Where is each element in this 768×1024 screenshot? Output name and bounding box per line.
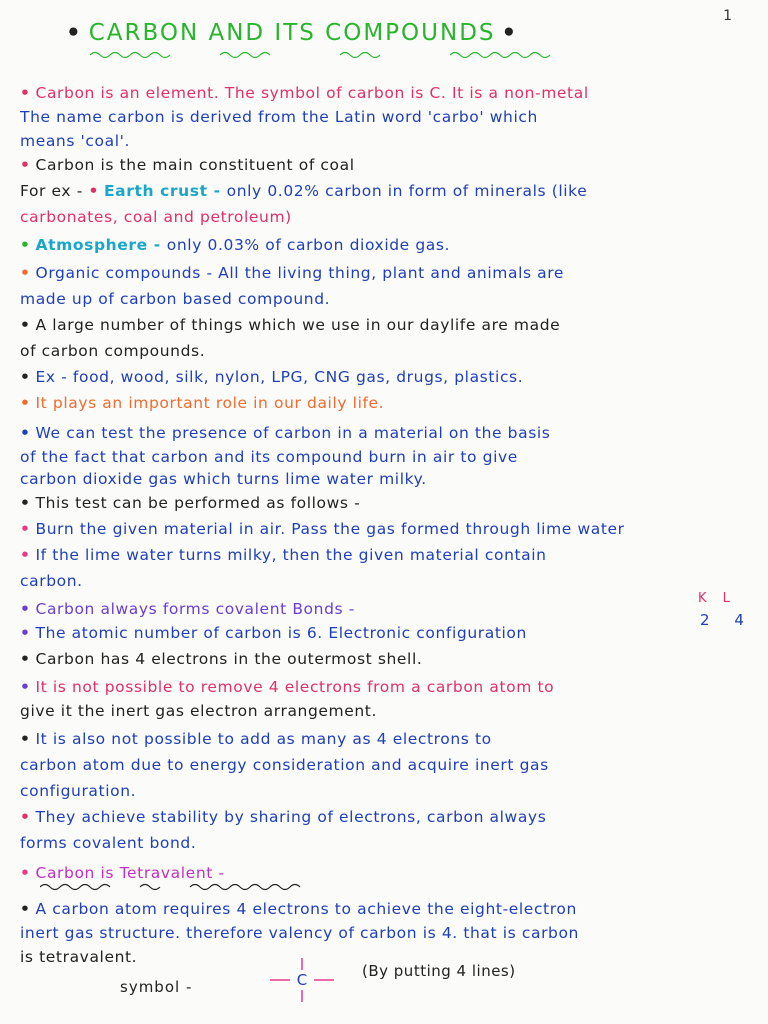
note-line: • Carbon is the main constituent of coal xyxy=(20,156,355,174)
heading-underline-squiggle xyxy=(40,882,310,892)
note-line: • A large number of things which we use in our daylife are made xyxy=(20,316,561,334)
note-line: • Burn the given material in air. Pass the gas formed through lime water xyxy=(20,520,625,538)
note-line: The name carbon is derived from the Latin word 'carbo' which xyxy=(20,108,538,126)
note-line: carbonates, coal and petroleum) xyxy=(20,208,292,226)
note-line: • Organic compounds - All the living thing, plant and animals are xyxy=(20,264,565,282)
symbol-note: (By putting 4 lines) xyxy=(362,962,516,980)
note-line: • If the lime water turns milky, then the given material contain xyxy=(20,546,547,564)
note-line: • It is not possible to remove 4 electrons from a carbon atom to xyxy=(20,678,555,696)
note-line: give it the inert gas electron arrangement. xyxy=(20,702,378,720)
note-line: carbon atom due to energy consideration and acquire inert gas xyxy=(20,756,549,774)
note-line: • This test can be performed as follows - xyxy=(20,494,361,512)
tetravalent-carbon-structure xyxy=(264,956,344,1006)
carbon-atom-label: C xyxy=(296,971,308,989)
note-line: • Carbon always forms covalent Bonds - xyxy=(20,600,355,618)
note-line: of the fact that carbon and its compound burn in air to give xyxy=(20,448,518,466)
note-line: of carbon compounds. xyxy=(20,342,206,360)
note-line: • It is also not possible to add as many as 4 electrons to xyxy=(20,730,492,748)
note-line: configuration. xyxy=(20,782,137,800)
note-line: means 'coal'. xyxy=(20,132,131,150)
note-line: carbon. xyxy=(20,572,83,590)
note-line: • We can test the presence of carbon in a material on the basis xyxy=(20,424,551,442)
note-line: • They achieve stability by sharing of electrons, carbon always xyxy=(20,808,547,826)
note-line: is tetravalent. xyxy=(20,948,138,966)
note-line: made up of carbon based compound. xyxy=(20,290,331,308)
page-title: • CARBON AND ITS COMPOUNDS • xyxy=(66,20,519,46)
note-line: • Carbon is Tetravalent - xyxy=(20,864,225,882)
note-line: • Atmosphere - only 0.03% of carbon dioxide gas. xyxy=(20,236,451,254)
note-line: For ex - • Earth crust - only 0.02% carbon in form of minerals (like xyxy=(20,182,588,200)
shell-labels: K L xyxy=(698,591,736,606)
note-line: • It plays an important role in our daily life. xyxy=(20,394,385,412)
title-underline-squiggle xyxy=(90,50,610,60)
note-line: • Carbon is an element. The symbol of carbon is C. It is a non-metal xyxy=(20,84,589,102)
page-number: 1 xyxy=(723,8,732,24)
note-line: inert gas structure. therefore valency of carbon is 4. that is carbon xyxy=(20,924,579,942)
note-line: • Ex - food, wood, silk, nylon, LPG, CNG gas, drugs, plastics. xyxy=(20,368,524,386)
note-line: • A carbon atom requires 4 electrons to achieve the eight-electron xyxy=(20,900,577,918)
symbol-label: symbol - xyxy=(120,978,193,996)
note-line: • Carbon has 4 electrons in the outermost shell. xyxy=(20,650,423,668)
note-line: carbon dioxide gas which turns lime water milky. xyxy=(20,470,427,488)
note-line: forms covalent bond. xyxy=(20,834,197,852)
note-line: • The atomic number of carbon is 6. Electronic configuration xyxy=(20,624,527,642)
shell-values: 2 4 xyxy=(700,611,754,629)
